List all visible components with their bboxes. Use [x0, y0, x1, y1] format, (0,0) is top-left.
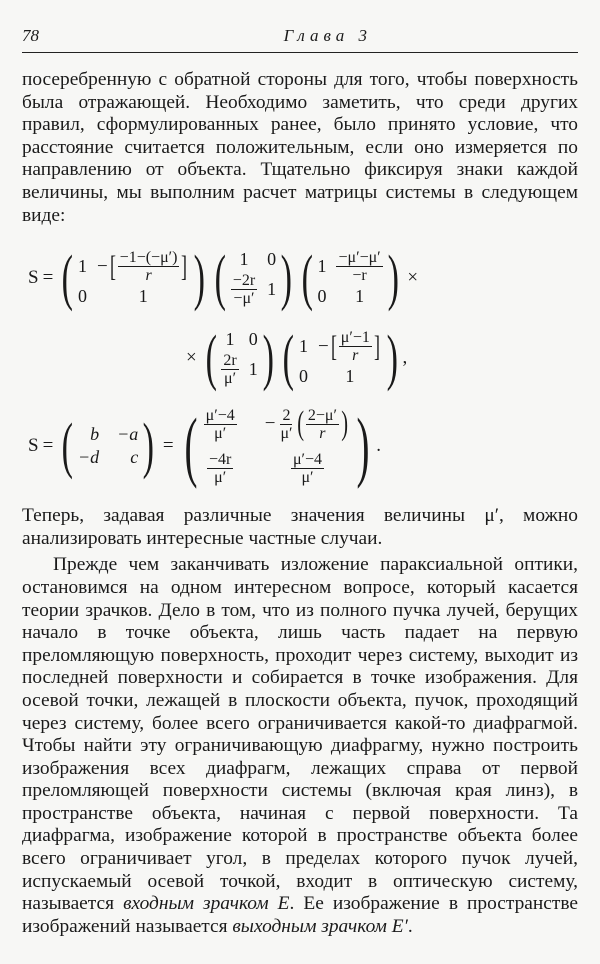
result-matrix	[204, 405, 351, 486]
paragraph-3-text: Прежде чем заканчивать изложение параксиальной оптики, остановимся на одном интересном вопросе, который касается теории зрачков. Дело в том, что из полного пучка лучей, берущих начало в точке объекта, лишь часть падает на первую преломляющую поверхность, проходит через систему, выходит из последней поверхности и собирается в точке изображения. Для осевой точки, лежащей в плоскости объекта, пучок, проходящий через систему, более всего ограничивается какой-то диафрагмой. Чтобы найти эту ограничивающую диафрагму, нужно построить изображения всех диафрагм, лежащих справа от первой преломляющей поверхности системы (включая края линз), в пространстве объекта, начиная с первой поверхности. Та диафрагма, изображение которой в пространстве объекта более всего ограничивает угол, в пределах которого пучок лучей, испускаемый осевой точкой, входит в оптическую систему, называется	[22, 554, 578, 915]
fraction-denominator: r	[352, 347, 359, 365]
fraction	[204, 451, 237, 486]
times-sign: ×	[407, 267, 419, 289]
s-label: S	[28, 267, 39, 289]
paren-close: )	[356, 401, 370, 489]
paragraph-1: посеребренную с обратной стороны для того, чтобы поверхность была отражающей. Необходимо заметить, что среди других правил, сформулированных ранее, было принято условие, что расстояние считается положительным, если оно измеряется по направлению от объекта. Тщательно фиксируя знаки каждой величины, мы выполним расчет матрицы системы в следующем виде:	[22, 69, 578, 226]
matrix-cell: 0	[317, 286, 327, 307]
bracket-close: ]	[373, 329, 380, 363]
matrix-4	[221, 329, 257, 387]
fraction-numerator: 2	[282, 406, 291, 424]
matrix-2	[231, 249, 276, 307]
matrix-cell	[265, 405, 351, 443]
fraction-denominator: r	[319, 424, 326, 442]
paren-open: (	[283, 324, 295, 393]
paren-open: (	[61, 411, 74, 480]
fraction-denominator: μ′	[214, 469, 227, 487]
fraction	[336, 249, 382, 284]
bracket-open: [	[330, 329, 337, 363]
fraction	[221, 352, 238, 387]
period: .	[376, 434, 382, 456]
fraction-numerator: −2r	[232, 272, 256, 290]
matrix-cell: 0	[248, 329, 258, 350]
paren-open: (	[296, 405, 304, 443]
fraction-denominator: μ′	[224, 370, 237, 388]
matrix-abcd	[78, 424, 138, 468]
page-header	[22, 26, 578, 53]
paragraph-3-text: . Ее изображение в пространстве изображений называется	[22, 893, 578, 937]
paren-open: (	[184, 401, 198, 489]
bracket-open: [	[109, 249, 116, 283]
matrix-cell: 1	[299, 336, 309, 357]
paren-close: )	[194, 244, 206, 313]
matrix-cell: 1	[225, 329, 235, 350]
term-exit-pupil: выходным зрачком E′	[232, 915, 408, 937]
fraction-denominator: r	[145, 267, 152, 285]
fraction-denominator: −μ′	[233, 290, 255, 308]
fraction-numerator: 2r	[223, 352, 237, 370]
fraction	[278, 407, 294, 442]
paren-close: )	[280, 244, 293, 313]
paren-open: (	[61, 244, 74, 313]
bracket-close: ]	[181, 249, 188, 283]
paren-close: )	[341, 405, 349, 443]
matrix-5	[299, 329, 382, 387]
equation-line-3	[28, 401, 382, 489]
matrix-cell: 0	[77, 286, 87, 307]
equals-sign: =	[162, 434, 174, 456]
fraction-numerator: μ′−1	[340, 329, 370, 347]
fraction-numerator: μ′−4	[292, 451, 323, 469]
equals-sign: =	[42, 434, 54, 456]
minus-sign: −	[318, 335, 329, 357]
fraction-denominator: −r	[352, 267, 367, 285]
matrix-cell: b	[90, 423, 100, 444]
matrix-cell: 1	[345, 366, 355, 387]
minus-sign: −	[264, 413, 276, 435]
fraction-numerator: −4r	[209, 451, 232, 469]
equation-line-1	[28, 244, 422, 313]
paragraph-2: Теперь, задавая различные значения величины μ′, можно анализировать интересные частные случаи.	[22, 505, 578, 549]
minus-sign: −	[96, 255, 108, 277]
fraction-denominator: μ′	[301, 469, 314, 487]
paren-close: )	[142, 411, 155, 480]
equals-sign: =	[42, 267, 54, 289]
paren-open: (	[205, 324, 217, 393]
comma: ,	[402, 347, 408, 369]
fraction-numerator: −μ′−μ′	[338, 249, 381, 267]
matrix-cell: 1	[239, 249, 249, 270]
fraction-numerator: 2−μ′	[307, 406, 337, 424]
matrix-cell: 1	[317, 256, 327, 277]
matrix-cell	[318, 329, 382, 364]
matrix-1	[78, 249, 190, 307]
fraction	[265, 451, 351, 486]
paragraph-3	[22, 554, 578, 938]
fraction-denominator: μ′	[214, 424, 227, 442]
matrix-cell: 1	[138, 286, 148, 307]
fraction	[306, 407, 339, 442]
times-sign: ×	[186, 347, 197, 369]
matrix-cell: 0	[299, 366, 309, 387]
book-page	[22, 26, 578, 938]
paren-close: )	[262, 324, 274, 393]
matrix-cell: c	[130, 446, 139, 467]
fraction-numerator: −1−(−μ′)	[119, 249, 178, 267]
equation-line-2	[182, 324, 408, 393]
paragraph-3-text: .	[407, 915, 413, 937]
matrix-cell: 0	[267, 249, 277, 270]
matrix-cell: 1	[77, 256, 87, 277]
matrix-cell: −d	[77, 446, 100, 467]
fraction	[339, 329, 372, 364]
fraction	[204, 407, 237, 442]
paren-open: (	[214, 244, 227, 313]
paren-close: )	[387, 244, 399, 313]
fraction-numerator: μ′−4	[205, 406, 235, 424]
fraction-denominator: μ′	[280, 424, 293, 442]
fraction	[231, 272, 257, 307]
term-entrance-pupil: входным зрачком E	[123, 893, 290, 915]
paren-close: )	[386, 324, 398, 393]
page-number: 78	[22, 26, 39, 45]
s-label: S	[28, 434, 39, 456]
fraction	[118, 249, 180, 284]
chapter-title: Глава 3	[283, 26, 372, 45]
matrix-cell: 1	[355, 286, 365, 307]
matrix-cell: 1	[248, 359, 258, 380]
paren-open: (	[301, 244, 313, 313]
equation-block	[22, 235, 578, 499]
matrix-3	[317, 249, 382, 307]
matrix-cell: −a	[117, 423, 139, 444]
matrix-cell: 1	[267, 279, 277, 300]
matrix-cell	[97, 249, 190, 284]
